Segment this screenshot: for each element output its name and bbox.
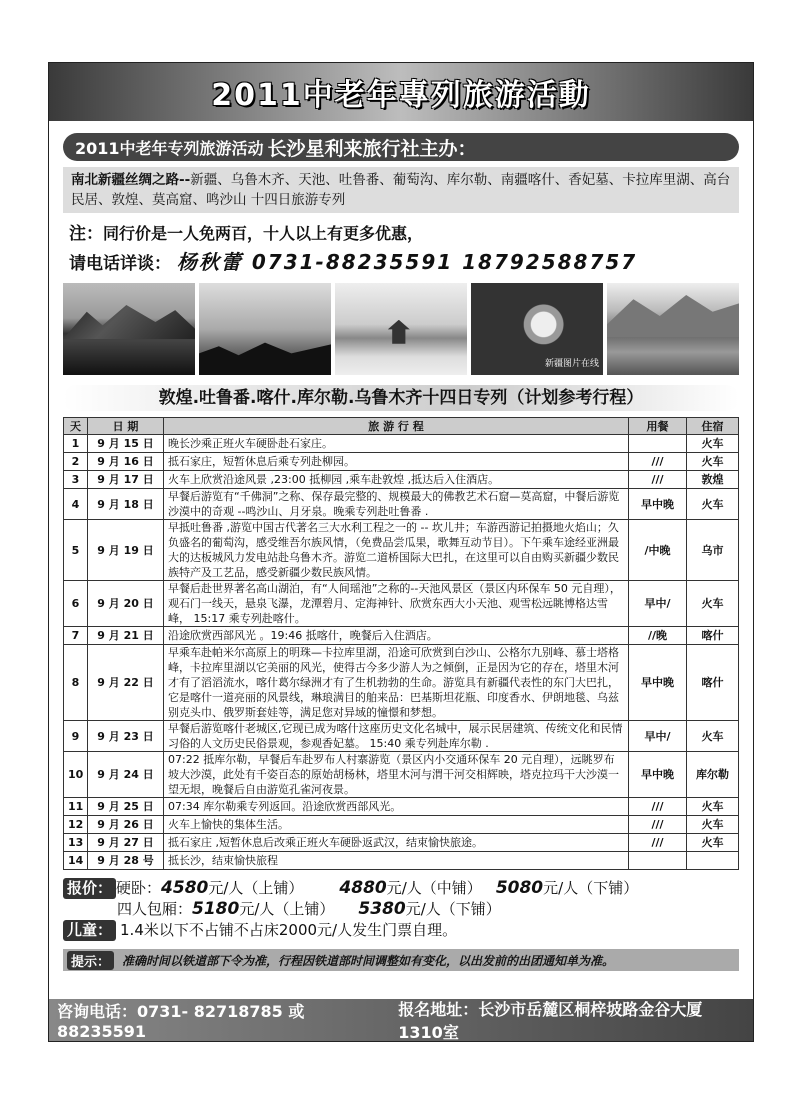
- price-soft-upper: 5180: [192, 899, 240, 919]
- stay-cell: 喀什: [687, 627, 739, 645]
- photo-caption: 新疆图片在线: [544, 359, 599, 369]
- stay-cell: 火车: [687, 489, 739, 520]
- date-cell: 9 月 25 日: [88, 798, 164, 816]
- date-cell: 9 月 27 日: [88, 834, 164, 852]
- note-label: 注：: [69, 224, 103, 244]
- stay-cell: 库尔勒: [687, 752, 739, 798]
- table-row: [64, 435, 739, 453]
- header-meals: 用餐: [629, 418, 687, 435]
- subtitle-text: 2011中老年专列旅游活动: [75, 138, 264, 158]
- header-day: 天: [64, 418, 88, 435]
- table-header-row: [64, 418, 739, 435]
- title-banner: [49, 63, 753, 121]
- day-cell: 1: [64, 435, 88, 453]
- day-cell: 13: [64, 834, 88, 852]
- subtitle-bar: [63, 133, 739, 161]
- day-cell: 12: [64, 816, 88, 834]
- table-row: [64, 721, 739, 752]
- meals-cell: ///: [629, 834, 687, 852]
- date-cell: 9 月 20 日: [88, 581, 164, 627]
- day-cell: 4: [64, 489, 88, 520]
- meals-cell: 早中晚: [629, 489, 687, 520]
- crescent-spring-photo: [335, 283, 467, 375]
- table-row: [64, 520, 739, 581]
- tip-bar: [63, 949, 739, 971]
- program-cell: 晚长沙乘正班火车硬卧赴石家庄。: [164, 435, 629, 453]
- footer-bar: [49, 999, 753, 1041]
- stay-cell: 火车: [687, 453, 739, 471]
- child-text: 1.4米以下不占铺不占床2000元/人发生门票自理。: [120, 921, 458, 939]
- camel-desert-photo: [199, 283, 331, 375]
- child-label: 儿童：: [63, 920, 116, 941]
- meals-cell: ///: [629, 798, 687, 816]
- date-cell: 9 月 23 日: [88, 721, 164, 752]
- program-cell: 抵长沙，结束愉快旅程: [164, 852, 629, 870]
- price-section: [63, 878, 739, 941]
- stay-cell: 火车: [687, 798, 739, 816]
- mountain-photo: [607, 283, 739, 375]
- hard-sleeper-label: 硬卧：: [116, 879, 162, 897]
- meals-cell: 早中/: [629, 581, 687, 627]
- organizer-text: 长沙星利来旅行社主办：: [267, 137, 477, 160]
- note-text: 同行价是一人免两百，十人以上有更多优惠，: [103, 224, 424, 243]
- route-text: 新疆、乌鲁木齐、天池、吐鲁番、葡萄沟、库尔勒、南疆喀什、香妃墓、卡拉库里湖、高台民居、敦煌、莫高窟、鸣沙山 十四日旅游专列: [71, 172, 731, 208]
- program-cell: 早餐后游览喀什老城区,它现已成为喀什这座历史文化名城中，展示民居建筑、传统文化和民情习俗的人文历史民俗景观，参观香妃墓。 15:40 乘专列赴库尔勒 .: [164, 721, 629, 752]
- table-row: [64, 816, 739, 834]
- date-cell: 9 月 15 日: [88, 435, 164, 453]
- itinerary-table: [63, 417, 739, 870]
- program-cell: 07:22 抵库尔勒，早餐后车赴罗布人村寨游览（景区内小交通环保车 20 元自理），远眺罗布坡大沙漠，此处有千姿百态的原始胡杨林，塔里木河与渭干河交相辉映，塔克拉玛干大沙漠一望无垠，晚餐后自由游览孔雀河夜景。: [164, 752, 629, 798]
- date-cell: 9 月 16 日: [88, 453, 164, 471]
- stay-cell: 敦煌: [687, 471, 739, 489]
- table-row: [64, 852, 739, 870]
- lake-photo: [63, 283, 195, 375]
- table-row: [64, 581, 739, 627]
- meals-cell: 早中晚: [629, 645, 687, 721]
- price-middle: 4880: [339, 878, 387, 898]
- day-cell: 14: [64, 852, 88, 870]
- program-cell: 07:34 库尔勒乘专列返回。沿途欣赏西部风光。: [164, 798, 629, 816]
- header-program: 旅 游 行 程: [164, 418, 629, 435]
- table-row: [64, 834, 739, 852]
- page-title: 2011中老年專列旅游活動: [211, 78, 591, 113]
- day-cell: 5: [64, 520, 88, 581]
- meals-cell: ///: [629, 453, 687, 471]
- tip-label: 提示：: [67, 951, 114, 970]
- meals-cell: [629, 435, 687, 453]
- day-cell: 2: [64, 453, 88, 471]
- contact-phone: 杨秋蕾 0731-88235591 18792588757: [176, 250, 638, 274]
- stay-cell: 火车: [687, 721, 739, 752]
- price-lower: 5080: [495, 878, 544, 898]
- call-label: 请电话详谈：: [69, 254, 171, 274]
- meals-cell: [629, 852, 687, 870]
- uyghur-girl-photo: [471, 283, 603, 375]
- price-soft-upper-unit: 元/人（上铺）: [239, 900, 335, 918]
- price-soft-lower: 5380: [358, 899, 406, 919]
- date-cell: 9 月 18 日: [88, 489, 164, 520]
- day-cell: 8: [64, 645, 88, 721]
- meals-cell: 早中/: [629, 721, 687, 752]
- program-cell: 早餐后游览有“千佛洞”之称、保存最完整的、规模最大的佛教艺术石窟—莫高窟，中餐后游览沙漠中的奇观 --鸣沙山、月牙泉。晚乘专列赴吐鲁番 .: [164, 489, 629, 520]
- price-lower-unit: 元/人（下铺）: [543, 879, 639, 897]
- day-cell: 7: [64, 627, 88, 645]
- program-cell: 沿途欣赏西部风光 。19:46 抵喀什，晚餐后入住酒店。: [164, 627, 629, 645]
- header-date: 日 期: [88, 418, 164, 435]
- route-label: 南北新疆丝绸之路--: [71, 172, 191, 188]
- discount-note: [69, 219, 739, 244]
- date-cell: 9 月 21 日: [88, 627, 164, 645]
- date-cell: 9 月 28 号: [88, 852, 164, 870]
- table-row: [64, 453, 739, 471]
- stay-cell: 火车: [687, 581, 739, 627]
- itinerary-title: 敦煌.吐鲁番.喀什.库尔勒.乌鲁木齐十四日专列（计划参考行程）: [63, 385, 739, 411]
- photo-strip: [63, 283, 739, 375]
- footer-phone: 咨询电话：0731- 82718785 或 88235591: [57, 1002, 305, 1041]
- date-cell: 9 月 22 日: [88, 645, 164, 721]
- route-summary: [63, 167, 739, 213]
- day-cell: 10: [64, 752, 88, 798]
- stay-cell: [687, 852, 739, 870]
- contact-line: [69, 246, 739, 275]
- table-row: [64, 752, 739, 798]
- stay-cell: 火车: [687, 435, 739, 453]
- program-cell: 早乘车赴帕米尔高原上的明珠—卡拉库里湖，沿途可欣赏到白沙山、公格尔九别峰、慕士塔格峰，卡拉库里湖以它美丽的风光，使得古今多少游人为之倾倒，正是因为它的存在，塔里木河才有了滔滔流水，喀什葛尔绿洲才有了生机勃勃的生命。游览具有新疆代表性的东门大巴扎，它是喀什一道亮丽的风景线，琳琅满目的舶来品：巴基斯坦花瓶、印度香水、伊朗地毯、乌兹别克头巾、俄罗斯套娃等，满足您对异域的憧憬和梦想。: [164, 645, 629, 721]
- day-cell: 9: [64, 721, 88, 752]
- program-cell: 火车上愉快的集体生活。: [164, 816, 629, 834]
- table-row: [64, 471, 739, 489]
- tip-text: 准确时间以铁道部下令为准，行程因铁道部时间调整如有变化，以出发前的出团通知单为准。: [122, 953, 615, 968]
- program-cell: 抵石家庄，短暂休息后乘专列赴柳园。: [164, 453, 629, 471]
- table-row: [64, 489, 739, 520]
- stay-cell: 乌市: [687, 520, 739, 581]
- meals-cell: ///: [629, 816, 687, 834]
- meals-cell: ///: [629, 471, 687, 489]
- meals-cell: /中晚: [629, 520, 687, 581]
- table-row: [64, 645, 739, 721]
- program-cell: 火车上欣赏沿途风景 ,23:00 抵柳园 ,乘车赴敦煌 ,抵达后入住酒店。: [164, 471, 629, 489]
- date-cell: 9 月 19 日: [88, 520, 164, 581]
- date-cell: 9 月 24 日: [88, 752, 164, 798]
- meals-cell: 早中晚: [629, 752, 687, 798]
- price-soft-lower-unit: 元/人（下铺）: [405, 900, 501, 918]
- stay-cell: 火车: [687, 816, 739, 834]
- program-cell: 抵石家庄 ,短暂休息后改乘正班火车硬卧返武汉，结束愉快旅途。: [164, 834, 629, 852]
- flyer-page: [48, 62, 754, 1042]
- day-cell: 6: [64, 581, 88, 627]
- price-upper-unit: 元/人（上铺）: [208, 879, 304, 897]
- price-label: 报价：: [63, 878, 116, 899]
- soft-sleeper-label: 四人包厢：: [117, 900, 193, 918]
- table-row: [64, 798, 739, 816]
- header-stay: 住宿: [687, 418, 739, 435]
- footer-address: 报名地址：长沙市岳麓区桐梓坡路金谷大厦1310室: [398, 1000, 703, 1042]
- program-cell: 早抵吐鲁番 ,游览中国古代著名三大水利工程之一的 -- 坎儿井；车游西游记拍摄地火焰山；久负盛名的葡萄沟，感受维吾尔族风情，（免费品尝瓜果，歌舞互动节目）。下午乘车途经亚洲最大的达板城风力发电站赴乌鲁木齐。游览二道桥国际大巴扎，在这里可以自由购买新疆少数民族特产及工艺品，感受新疆少数民族风情。: [164, 520, 629, 581]
- price-middle-unit: 元/人（中铺）: [386, 879, 482, 897]
- program-cell: 早餐后赴世界著名高山湖泊，有“人间瑶池”之称的--天池风景区（景区内环保车 50 元自理），观石门一线天，悬泉飞瀑，龙潭碧月、定海神针、欣赏东西大小天池、观雪松远眺博格达雪峰， 15:17 乘专列赴喀什。: [164, 581, 629, 627]
- meals-cell: //晚: [629, 627, 687, 645]
- stay-cell: 火车: [687, 834, 739, 852]
- day-cell: 11: [64, 798, 88, 816]
- day-cell: 3: [64, 471, 88, 489]
- table-row: [64, 627, 739, 645]
- date-cell: 9 月 26 日: [88, 816, 164, 834]
- date-cell: 9 月 17 日: [88, 471, 164, 489]
- stay-cell: 喀什: [687, 645, 739, 721]
- price-upper: 4580: [161, 878, 209, 898]
